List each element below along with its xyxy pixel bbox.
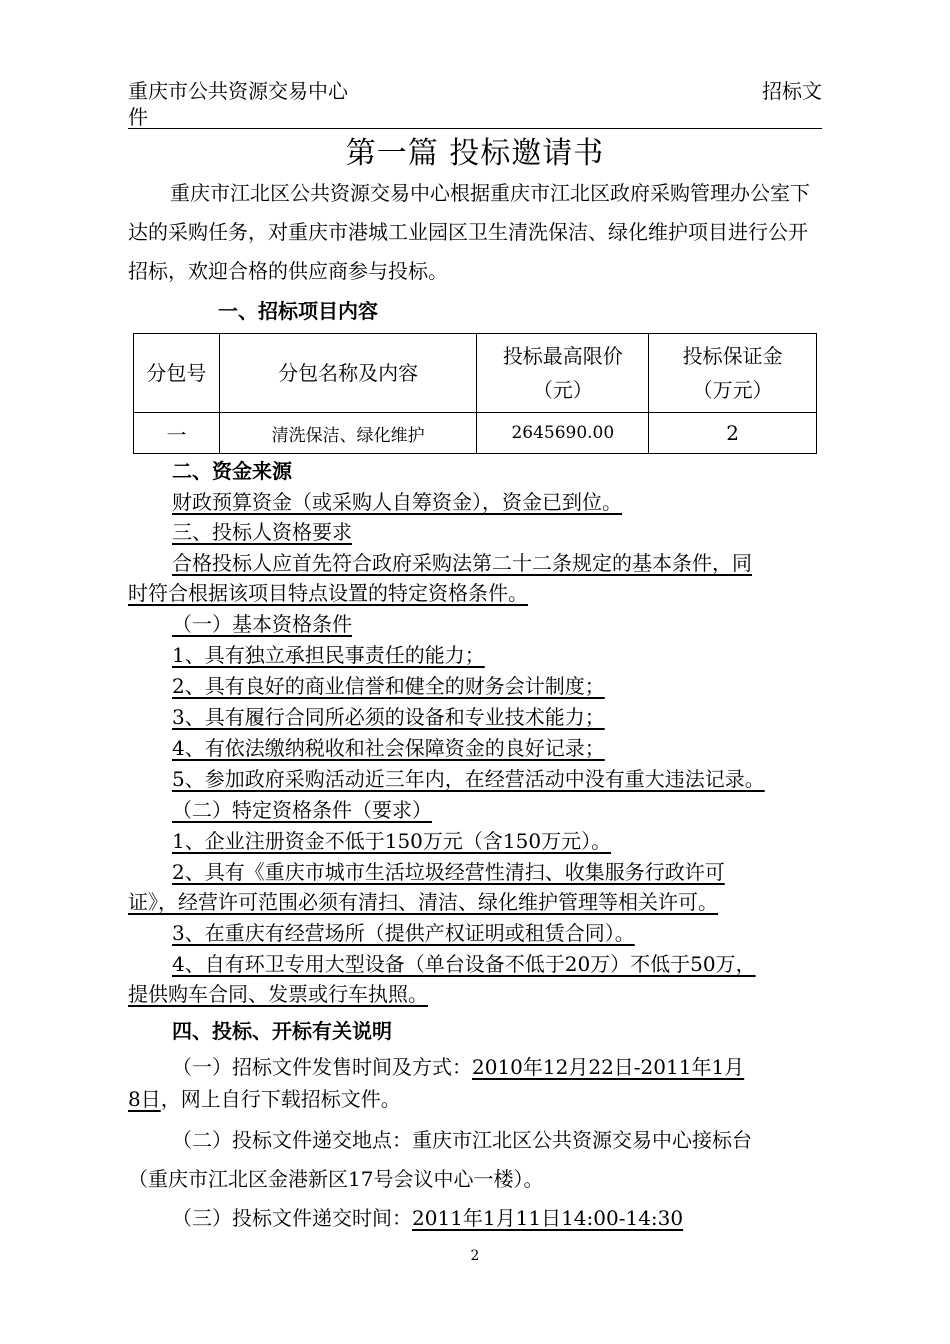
basic-condition-4: 4、有依法缴纳税收和社会保障资金的良好记录； <box>172 736 605 760</box>
special-condition-2-line2: 证》，经营许可范围必须有清扫、清洁、绿化维护管理等相关许可。 <box>128 890 718 914</box>
special-condition-4-line1: 4、自有环卫专用大型设备（单台设备不低于20万）不低于50万， <box>172 952 756 976</box>
section2-heading: 二、资金来源 <box>172 459 292 483</box>
page-title: 第一篇 投标邀请书 <box>345 136 605 171</box>
submit-location-line1: （二）投标文件递交地点：重庆市江北区公共资源交易中心接标台 <box>172 1128 752 1152</box>
basic-condition-3: 3、具有履行合同所必须的设备和专业技术能力； <box>172 705 605 729</box>
qualification-text-2: 时符合根据该项目特点设置的特定资格条件。 <box>128 581 528 605</box>
col-max-price <box>477 334 649 413</box>
col-deposit-l2: （万元） <box>692 378 773 402</box>
basic-condition-5: 5、参加政府采购活动近三年内，在经营活动中没有重大违法记录。 <box>172 767 765 791</box>
qualification-text-1: 合格投标人应首先符合政府采购法第二十二条规定的基本条件，同 <box>172 551 752 575</box>
submit-time-value: 2011年1月11日14:00-14:30 <box>412 1206 684 1230</box>
section3-heading: 三、投标人资格要求 <box>172 520 352 544</box>
cell-package-no: 一 <box>134 413 220 454</box>
table-row <box>134 413 817 454</box>
header-right: 招标文 <box>762 79 822 103</box>
submit-location-line2: （重庆市江北区金港新区17号会议中心一楼）。 <box>128 1167 544 1191</box>
col-package-no: 分包号 <box>134 334 220 413</box>
header-org: 重庆市公共资源交易中心 <box>128 79 348 103</box>
submit-time-line <box>172 1203 683 1233</box>
submit-time-prefix: （三）投标文件递交时间： <box>172 1206 412 1230</box>
page-number: 2 <box>470 1248 480 1264</box>
special-condition-4-line2: 提供购车合同、发票或行车执照。 <box>128 982 428 1006</box>
funding-text: 财政预算资金（或采购人自筹资金），资金已到位。 <box>172 490 622 514</box>
special-condition-3: 3、在重庆有经营场所（提供产权证明或租赁合同）。 <box>172 921 635 945</box>
col-package-name: 分包名称及内容 <box>219 334 477 413</box>
sale-time-dates: 2010年12月22日-2011年1月 <box>472 1055 745 1079</box>
sale-time-line1 <box>172 1052 744 1082</box>
col-max-price-l2: （元） <box>532 378 593 402</box>
special-condition-2-line1: 2、具有《重庆市城市生活垃圾经营性清扫、收集服务行政许可 <box>172 860 725 884</box>
col-max-price-l1: 投标最高限价 <box>502 344 623 368</box>
col-deposit-l1: 投标保证金 <box>682 344 783 368</box>
basic-condition-1: 1、具有独立承担民事责任的能力； <box>172 643 485 667</box>
special-conditions-heading: （二）特定资格条件（要求） <box>172 798 432 822</box>
table-header-row <box>134 334 817 413</box>
cell-deposit: 2 <box>649 413 817 454</box>
package-table <box>133 333 817 454</box>
intro-paragraph: 重庆市江北区公共资源交易中心根据重庆市江北区政府采购管理办公室下达的采购任务，对重庆市港城工业园区卫生清洗保洁、绿化维护项目进行公开招标，欢迎合格的供应商参与投标。 <box>128 181 810 283</box>
col-deposit <box>649 334 817 413</box>
cell-max-price: 2645690.00 <box>477 413 649 454</box>
header-rule <box>128 128 822 129</box>
section4-heading: 四、投标、开标有关说明 <box>172 1019 392 1043</box>
header-continuation: 件 <box>128 105 148 129</box>
sale-time-line2 <box>128 1084 401 1114</box>
cell-package-name: 清洗保洁、绿化维护 <box>219 413 477 454</box>
basic-conditions-heading: （一）基本资格条件 <box>172 612 352 636</box>
sale-time-end: 8日 <box>128 1087 161 1111</box>
sale-time-prefix: （一）招标文件发售时间及方式： <box>172 1055 472 1079</box>
special-condition-1: 1、企业注册资金不低于150万元（含150万元）。 <box>172 829 612 853</box>
basic-condition-2: 2、具有良好的商业信誉和健全的财务会计制度； <box>172 674 605 698</box>
header-left <box>128 78 428 130</box>
sale-time-suffix: ，网上自行下载招标文件。 <box>160 1087 401 1111</box>
section1-heading: 一、招标项目内容 <box>218 299 378 323</box>
